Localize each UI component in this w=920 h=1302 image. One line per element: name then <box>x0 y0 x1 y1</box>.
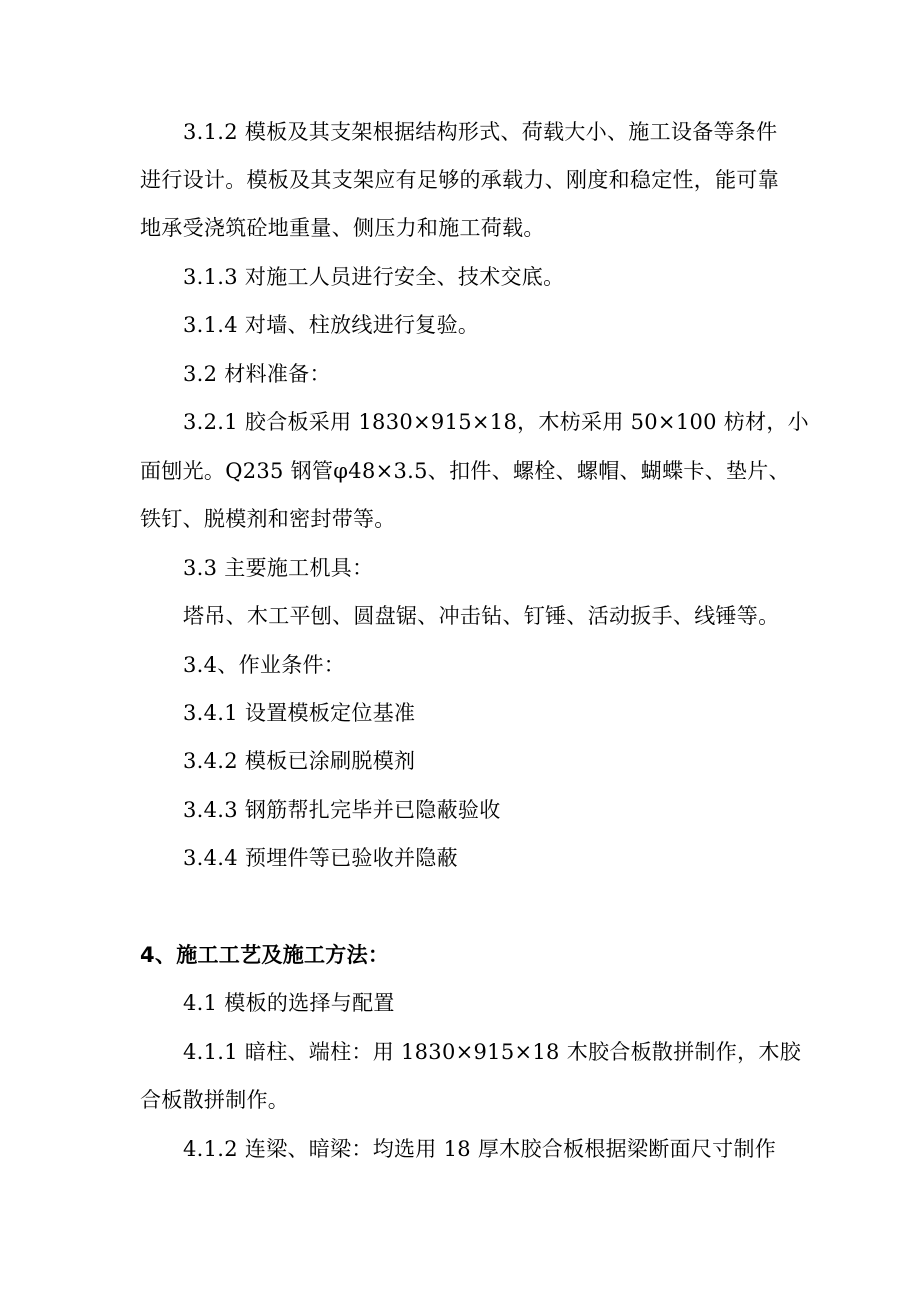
paragraph-3-2-1-line-3: 铁钉、脱模剂和密封带等。 <box>140 507 396 531</box>
section-heading-3-2: 3.2 材料准备： <box>183 362 331 386</box>
paragraph-4-1-1-line-2: 合板散拼制作。 <box>140 1088 290 1112</box>
section-heading-4-1: 4.1 模板的选择与配置 <box>183 991 395 1015</box>
paragraph-4-1-2-line-1: 4.1.2 连梁、暗梁：均选用 18 厚木胶合板根据梁断面尺寸制作 <box>183 1137 777 1161</box>
paragraph-3-4-3: 3.4.3 钢筋帮扎完毕并已隐蔽验收 <box>183 798 501 822</box>
section-heading-3-4: 3.4、作业条件： <box>183 653 346 677</box>
paragraph-3-4-4: 3.4.4 预埋件等已验收并隐蔽 <box>183 846 458 870</box>
paragraph-3-1-3: 3.1.3 对施工人员进行安全、技术交底。 <box>183 265 565 289</box>
section-heading-4: 4、施工工艺及施工方法： <box>140 943 390 967</box>
paragraph-4-1-1-line-1: 4.1.1 暗柱、端柱：用 1830×915×18 木胶合板散拼制作，木胶 <box>183 1040 801 1064</box>
paragraph-3-2-1-line-2: 面刨光。Q235 钢管φ48×3.5、扣件、螺栓、螺帽、蝴蝶卡、垫片、 <box>140 459 790 483</box>
paragraph-3-1-2-line-3: 地承受浇筑砼地重量、侧压力和施工荷载。 <box>140 216 545 240</box>
paragraph-3-4-2: 3.4.2 模板已涂刷脱模剂 <box>183 749 416 773</box>
paragraph-3-2-1-line-1: 3.2.1 胶合板采用 1830×915×18，木枋采用 50×100 枋材，小 <box>183 410 809 434</box>
paragraph-tools-list: 塔吊、木工平刨、圆盘锯、冲击钻、钉锤、活动扳手、线锤等。 <box>183 604 780 628</box>
section-heading-3-3: 3.3 主要施工机具： <box>183 556 374 580</box>
paragraph-3-1-2-line-1: 3.1.2 模板及其支架根据结构形式、荷载大小、施工设备等条件 <box>183 120 778 144</box>
paragraph-3-1-2-line-2: 进行设计。模板及其支架应有足够的承载力、刚度和稳定性，能可靠 <box>140 168 779 192</box>
paragraph-3-4-1: 3.4.1 设置模板定位基准 <box>183 701 416 725</box>
paragraph-3-1-4: 3.1.4 对墙、柱放线进行复验。 <box>183 313 480 337</box>
